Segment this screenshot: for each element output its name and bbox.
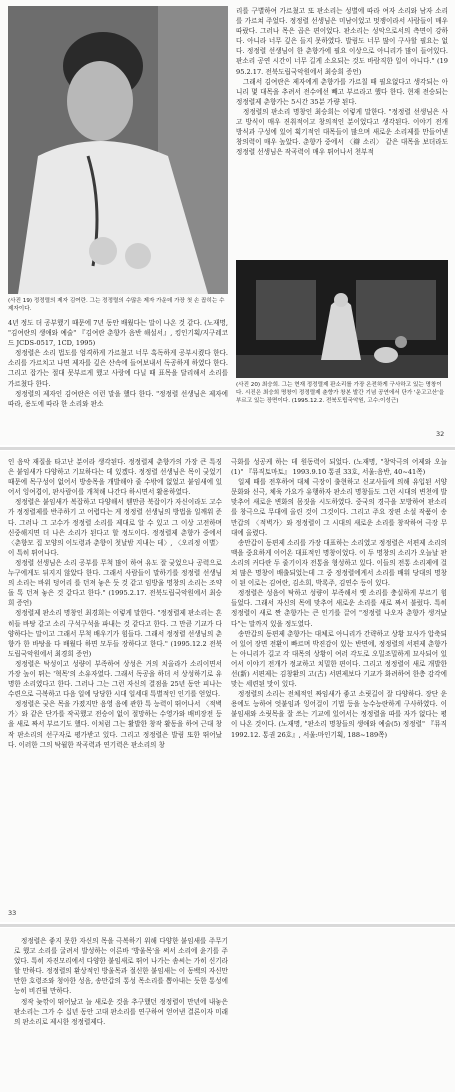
page-1-right-column xyxy=(236,6,448,256)
paragraph: 일제 때를 전후하여 대체 극장이 출현하고 신교사들에 의해 유입된 서양 문화와 신극, 체육 가요가 유행하자 판소리 명창들도 그런 시대의 변천에 발맞추어 새로운 변화의 몸짓을 시도하였다. 중국의 경극을 모방하여 판소리를 창극으로 무대에 올린 것이 그것이다. 그리고 주요 장편 소설 작품이 송만갑의 〈적벽가〉와 정정렬이 그 시대의 새로운 소리를 창작하여 극장 무대에 올렸다. xyxy=(231,478,447,537)
paragraph: 정정렬의 판소리 명창인 최승희는 이렇게 말한다. "정정렬 선생님은 사고 방식이 매우 진취적이고 창의적인 분이었다고 생각된다. 이야기 전개 방식과 구성에 있어 획기적인 대목들이 많으며 새로운 소리제를 만들어낸 창의력이 매우 높았다. 춘향가 중에서 〈辯 소리〉 같은 대목을 보더라도 정정렬 선생님은 작곡력이 매우 뛰어나서 천부적 xyxy=(236,107,448,157)
page-number: 33 xyxy=(8,909,17,917)
paragraph: 정정렬은 궂은 목을 가졌지만 음영 음에 관한 특 능력이 뛰어나서 〈적벽가〉와 같은 단가를 작곡했고 전승이 없이 절망하는 수영가와 배비장전 등을 새로 짜서 부르기도 했다. 이처럼 그는 활발한 창작 활동을 하여 근대 창작 판소리의 선구자로 평가받고 있다. 그리고 정정렬은 발림 또한 뛰어났다. 이러한 그의 탁월한 작곡력과 연기력은 판소리의 창 xyxy=(8,700,222,749)
page-2-right-column xyxy=(231,457,447,907)
paragraph: 정정렬 선생님은 소리 공부를 무척 많이 하여 유도 잘 궂었으나 공력으로 누구에게도 뒤지지 않았다 한다. 그래서 사람들이 말하기를 정정렬 선생님의 소리는 바위 덩어리 를 던져 놓은 듯 것 같고 임방울 명창의 소리는 조약돌 톡 던져 놓은 것 같다고 한다." (1995.2.17. 전북도립국악원에서 최승희 증언) xyxy=(8,558,222,608)
page-3-column xyxy=(14,936,228,1086)
paragraph: 정정렬의 제자인 김여란은 이런 말을 했다 한다. "정정렬 선생님은 제자에 따라, 용도에 따라 한 소리와 판소 xyxy=(8,389,228,408)
paragraph: 인 음악 재질을 타고난 분이라 생각된다. 정정렬제 춘향가의 가장 큰 특징은 붙임새가 다양하고 기묘하다는 데 있겠다. 정정렬 선생님은 목이 궂었기 때문에 목구성이 없어서 방송목을 개발해야 줄 수밖에 없었고 붙임새에 있어서 잉여겹이, 판사람이를 개척해 나간다 하시면서 활용하였다. xyxy=(8,458,222,497)
page-separator xyxy=(0,447,455,450)
photo-20-caption: (사진 20) 최승희. 그는 현재 정정렬제 판소리를 가장 온전하게 구사하고 있는 명창이다. 시진은 최승희 명창이 정정렬제 춘향가 창본 발간 기념 공연에서 단가 '운고고산'을 부르고 있는 장면이다. (1995.12.2. 전북도립국악원, 고수:이성근) xyxy=(236,382,445,404)
paragraph: 정정렬은 소리 법도를 엄격하게 가르쳤고 너무 혹독하게 공부시켰다 한다. 소리를 가르치고 나면 제자를 깊은 산속에 들여보내서 독공하게 하였다 한다. 그리고 잡가는 절대 못부르게 했고 사랑에 다닐 때 표목을 달리해서 소리를 가르쳤다 한다. xyxy=(8,349,228,388)
paragraph: 리를 구별하여 가르쳤고 또 판소리는 성별에 따라 여자 소리와 남자 소리를 가르쳐 주었다. 정정렬 선생님은 미남이었고 멋쟁이라서 사람들이 매우 따랐다. 그러나 목은 곱은 편이었다. 판소리는 성악으로서의 측면이 강하다. 아니라 너무 깊은 들지 못하였다. 발림도 너무 많이 구사할 필요는 없다. 정정렬 선생님이 한 춘향가에 필요 이상으로 아니리가 많이 들어있다. 판소리 공연 시간이 너무 길게 소요되는 것도 바람직한 일이 아니다." (1995.2.17. 전북도립국악원에서 최승희 증언) xyxy=(236,7,448,76)
paragraph: 4년 정도 더 공부했기 때문에 7년 동안 배웠다는 말이 나온 것 같다. (노재명, "김여란의 생애와 예술" 『김여란 춘향가 음반 해설서』, 킹인기획/지구레코드 JCDS-0517, 1CD, 1995) xyxy=(8,319,228,348)
paragraph: 송만갑이 동편제 소리를 가장 대표하는 소리였고 정정렬은 서편제 소리의 맥을 중요하게 이어온 대표적인 명창이었다. 이 두 명창의 소리가 오늘날 판소리의 커다란 두 줄기이자 전통을 형성하고 있다. 이들의 전통 소리제에 걸쳐 많은 명창이 배출되었는데 그 중 정정렬에게서 소리를 배워 당대의 명창이 된 이로는 김여란, 김소희, 박록주, 김연수 등이 있다. xyxy=(231,538,447,588)
paragraph: 정정렬은 탁성이고 성량이 부족하여 상성은 거의 치올라가 소리이면서 가장 높이 뛰는 '혁목'의 소유자였다. 그래서 독공을 하더 서 상성하기로 유명한 소리였다고 한다. 그러나 그는 그런 자신의 결점을 25년 동안 피나는 수련으로 극복하고 다음 일에 당당한 시대 일세대 특별적인 인기를 얻었다. xyxy=(8,659,222,699)
page-separator xyxy=(0,924,455,927)
paragraph: 정정렬은 성음이 탁하고 성량이 부족해서 옛 소리를 충실하게 부르기 힘들었다. 그래서 자신의 목에 맞추어 새로운 소리를 새로 짜서 불렀다. 특히 정정렬이 새로 짠 춘향가는 큰 인기를 끌어 "정정렬 나오자 춘향가 생겨났다"는 말까지 있을 정도였다. xyxy=(231,589,447,628)
paragraph: 정정렬의 소리는 전체적인 짜임새가 좋고 소릿길이 잘 다양하다. 장단 운용에도 능하여 엇붙임과 잉어걸이 기법 등을 능수능란하게 구사하였다. 이 붙임새와 소릿목을 잘 쓰는 기교에 있어서는 정정렬을 따를 자가 없다는 평이 나온 것이다. (노재명, "판소리 명창들의 생애와 예술(5) 정정렬" 『뮤직 1992.12. 통권 26호』, 서울:마인기획, 188~189쪽) xyxy=(231,690,447,739)
photo-kim-yeoran xyxy=(8,6,228,294)
page-2-left-column xyxy=(8,457,222,907)
paragraph: 그래서 김여란은 제자에게 춘향가를 가르칠 때 필요없다고 생각되는 아니리 몇 대목을 추려서 전수에선 빼고 부르라고 했다 한다. 현재 전승되는 정정렬제 춘향가는 5시간 35분 가량 된다. xyxy=(236,77,448,106)
paragraph: 정정렬제 판소리 명창인 최경희는 이렇게 말한다. "정정렬제 판소리는 흔히들 바탕 같고 소리 구석구석을 파내는 것 같다고 한다. 그 만큼 기교가 다양하다는 말이고 그래서 무척 배우기가 힘들다. 그래서 정정렬 선생님의 춘향가 한 바탕을 다 배웠다 하면 모두들 장하다고 한다." (1995.12.2 전북도립국악원에서 최경희 증언) xyxy=(8,609,222,658)
paragraph: 극화를 성공케 하는 데 원동력이 되었다. (노재명, "창악극의 어제와 오늘(1)" 『뮤직토마토』 1993.9.10 통권 33호, 서울:음반, 40~41쪽) xyxy=(231,458,447,477)
photo-choi-seunghee xyxy=(236,260,448,378)
paragraph: 정정렬은 좋지 못한 자신의 목을 극복하기 위해 다양한 붙임새를 주무기로 했고 소리를 굴려서 발성하는 이른바 '방울목'을 써서 소리에 윤기를 주었다. 특히 자진모리에서 다양한 붙임새로 뛰어 나가는 솜씨는 가히 신기라 할 만하다. 정정렬의 환상적인 방울목과 절신한 붙임새는 이 동백의 자신만만한 호령조와 청아한 성음, 송만갑의 통성 목소리를 뽑아내는 듯한 통성에 능히 비견될 만하다. xyxy=(14,937,228,996)
paragraph: 정정렬은 붙임새가 복잡하고 다양해서 웬만큼 북잡이가 자신이라도 고수가 정정렬제를 반주하기 고 어렵다는 게 정정렬 선생님의 방법을 일깨워 준다. 그러나 그 고수가 정정렬 소리를 제대로 알 수 있고 그 이상 고전하며 신중해지면 더 나은 소리가 된다고 할 정도이다. 정정렬제 춘향가 중에서 〈춘향모 집 모양의 이도령과 춘향이 첫날밤 지내는 데〉, 〈오리정 이별〉이 특히 뛰어나다. xyxy=(8,498,222,557)
page-number: 32 xyxy=(436,430,445,438)
page-3 xyxy=(0,928,455,1092)
page-2 xyxy=(0,451,455,922)
photo-19-caption: (사진 19) 정정렬의 제자 김여란. 그는 정정렬의 수많은 제자 가운데 가장 첫 손 꼽히는 수제자이다. xyxy=(8,298,225,312)
paragraph: 정작 늦깎이 뛰어났고 늘 새로운 것을 추구했던 정정렬이 만년에 내놓은 판소리는 그가 수 십년 동안 고대 판소리를 연구하여 얻어낸 결론이자 미래의 판소리로 제시한 정정렬제다. xyxy=(14,997,228,1026)
page-1 xyxy=(0,0,455,445)
paragraph: 송만갑의 동편제 춘향가는 대체로 아니리가 간략하고 상황 묘사가 압축되어 있어 장면 전환이 빠르며 박진감이 있는 반면에, 정정렬의 서편제 춘향가는 아니리가 길고 각 대목의 상황이 여러 각도로 오밀조밀하게 묘사되어 있어서 이야기 전개가 정교하고 치밀한 편이다. 그리고 정정렬이 새로 개발한 선(新) 서편제는 김창환의 고(古) 서편제보다 기교가 화려하여 한층 감각에 맞는 세련된 맛이 있다. xyxy=(231,629,447,689)
page-1-left-column xyxy=(8,318,228,440)
